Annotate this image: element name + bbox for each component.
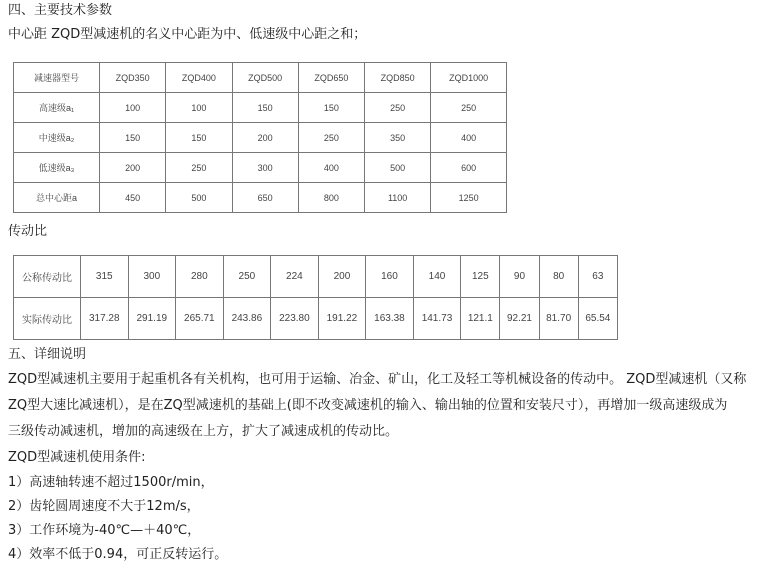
table-cell: 200 <box>318 256 366 298</box>
table-cell: 100 <box>166 93 232 123</box>
table-cell: 低速级a₃ <box>14 153 100 183</box>
table-cell: 150 <box>232 93 298 123</box>
table-cell: 200 <box>100 153 166 183</box>
table-cell: 350 <box>365 123 431 153</box>
table-cell: 317.28 <box>81 298 129 340</box>
table-cell: 160 <box>366 256 414 298</box>
table-cell: 140 <box>413 256 461 298</box>
table-cell: 100 <box>100 93 166 123</box>
table-cell: 600 <box>431 153 507 183</box>
table-row <box>14 153 507 183</box>
table-cell: 125 <box>461 256 500 298</box>
table-cell: 280 <box>176 256 224 298</box>
table-cell: ZQD650 <box>298 63 364 93</box>
table-row <box>14 183 507 213</box>
table-cell: 92.21 <box>500 298 539 340</box>
table-cell: 121.1 <box>461 298 500 340</box>
table-cell: 公称传动比 <box>14 256 81 298</box>
table-row <box>14 256 618 298</box>
ratio-table <box>13 255 618 340</box>
table-cell: 81.70 <box>539 298 578 340</box>
paragraph-line: ZQ型大速比减速机），是在ZQ型减速机的基础上(即不改变减速机的输入、输出轴的位置和安装尺寸），再增加一级高速级成为 <box>8 398 728 413</box>
table-cell: 150 <box>100 123 166 153</box>
table-cell: 63 <box>578 256 617 298</box>
table-cell: 减速器型号 <box>14 63 100 93</box>
table-cell: 150 <box>298 93 364 123</box>
table-cell: 300 <box>232 153 298 183</box>
condition-item: 3）工作环境为-40℃—＋40℃， <box>8 523 201 538</box>
table-cell: 高速级a₁ <box>14 93 100 123</box>
condition-item: 1）高速轴转速不超过1500r/min， <box>8 475 214 490</box>
table-cell: 223.80 <box>271 298 319 340</box>
table-cell: 163.38 <box>366 298 414 340</box>
condition-item: 2）齿轮圆周速度不大于12m/s， <box>8 499 200 514</box>
table-cell: 250 <box>166 153 232 183</box>
table-cell: 450 <box>100 183 166 213</box>
table-cell: 90 <box>500 256 539 298</box>
table-cell: 291.19 <box>128 298 176 340</box>
conditions-title: ZQD型减速机使用条件: <box>8 450 146 465</box>
ratio-label: 传动比 <box>8 224 48 239</box>
table-row <box>14 123 507 153</box>
table-row <box>14 93 507 123</box>
table-cell: 250 <box>431 93 507 123</box>
table-cell: 141.73 <box>413 298 461 340</box>
table-cell: 224 <box>271 256 319 298</box>
table-cell: 243.86 <box>223 298 271 340</box>
table-cell: 250 <box>298 123 364 153</box>
table-cell: 500 <box>365 153 431 183</box>
center-distance-table <box>13 62 507 213</box>
paragraph-line: 三级传动减速机，增加的高速级在上方，扩大了减速成机的传动比。 <box>8 424 399 439</box>
table-cell: ZQD400 <box>166 63 232 93</box>
section-heading-4: 四、主要技术参数 <box>8 3 113 18</box>
table-cell: 191.22 <box>318 298 366 340</box>
table-cell: 总中心距a <box>14 183 100 213</box>
table-row <box>14 298 618 340</box>
table-cell: 65.54 <box>578 298 617 340</box>
table-cell: 500 <box>166 183 232 213</box>
table-cell: 800 <box>298 183 364 213</box>
table-cell: 300 <box>128 256 176 298</box>
table-cell: ZQD350 <box>100 63 166 93</box>
table-cell: ZQD1000 <box>431 63 507 93</box>
table-cell: 实际传动比 <box>14 298 81 340</box>
table-cell: ZQD850 <box>365 63 431 93</box>
table-cell: 650 <box>232 183 298 213</box>
table-cell: 中速级a₂ <box>14 123 100 153</box>
section-heading-5: 五、详细说明 <box>8 347 87 362</box>
table-header-row <box>14 63 507 93</box>
table-cell: 150 <box>166 123 232 153</box>
table-cell: 265.71 <box>176 298 224 340</box>
table-cell: 200 <box>232 123 298 153</box>
table-cell: ZQD500 <box>232 63 298 93</box>
condition-item: 4）效率不低于0.94，可正反转运行。 <box>8 547 228 562</box>
paragraph-line: ZQD型减速机主要用于起重机各有关机构，也可用于运输、冶金、矿山，化工及轻工等机械设备的传动中。 ZQD型减速机（又称 <box>8 372 747 387</box>
table-cell: 315 <box>81 256 129 298</box>
table-cell: 400 <box>298 153 364 183</box>
table-cell: 250 <box>223 256 271 298</box>
center-distance-note: 中心距 ZQD型减速机的名义中心距为中、低速级中心距之和； <box>8 27 367 42</box>
table-cell: 1100 <box>365 183 431 213</box>
table-cell: 80 <box>539 256 578 298</box>
table-cell: 1250 <box>431 183 507 213</box>
table-cell: 400 <box>431 123 507 153</box>
table-cell: 250 <box>365 93 431 123</box>
